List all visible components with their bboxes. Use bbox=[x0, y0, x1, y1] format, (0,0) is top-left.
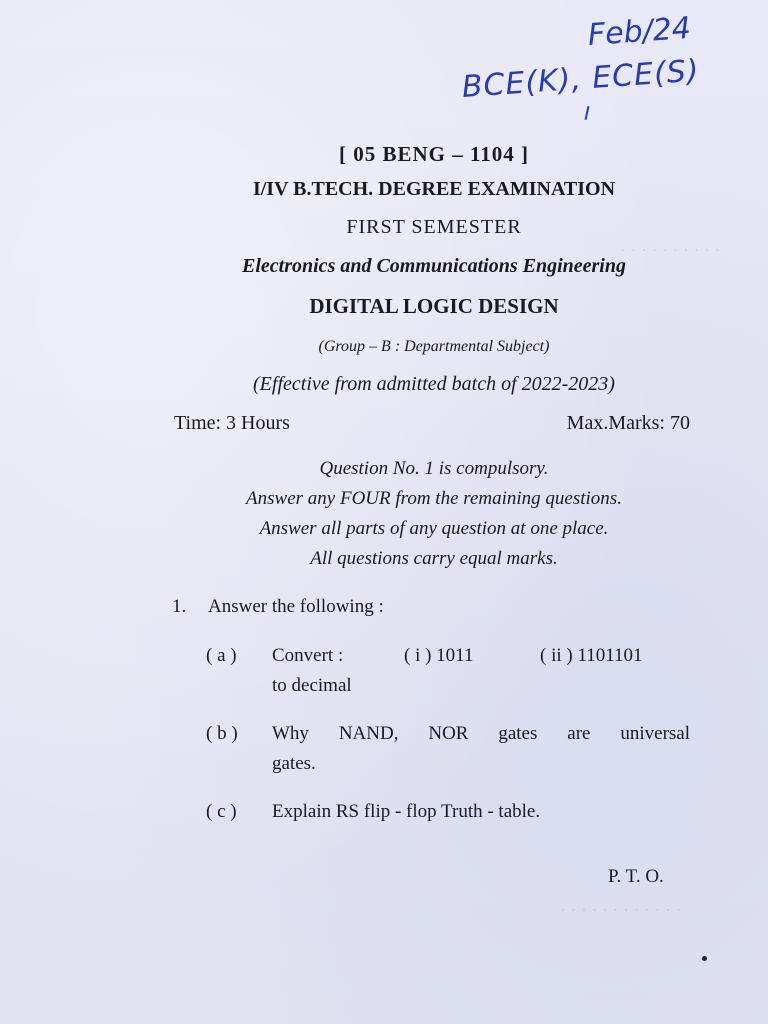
part-b-text-line2: gates. bbox=[272, 753, 316, 774]
max-marks: Max.Marks: 70 bbox=[566, 412, 690, 434]
semester: FIRST SEMESTER bbox=[346, 216, 522, 238]
instruction: All questions carry equal marks. bbox=[310, 548, 558, 569]
effective-note: (Effective from admitted batch of 2022-2023) bbox=[253, 373, 615, 395]
part-label-a: ( a ) bbox=[206, 645, 237, 666]
handwritten-branch-note: BCE(K), ECE(S) bbox=[460, 53, 701, 105]
branch-name: Electronics and Communications Engineering bbox=[242, 255, 626, 277]
paper-code: [ 05 BENG – 1104 ] bbox=[338, 142, 530, 166]
ink-dot bbox=[702, 956, 707, 961]
part-a-text: Convert : bbox=[272, 645, 344, 666]
part-a-text-line2: to decimal bbox=[272, 675, 352, 696]
part-label-b: ( b ) bbox=[206, 723, 238, 744]
bleed-through-text: · · · · · · · · · · · · bbox=[560, 900, 682, 920]
part-b-text: Why NAND, NOR gates are universal bbox=[272, 723, 690, 744]
part-a-item-i: ( i ) 1011 bbox=[404, 645, 474, 666]
handwritten-date: Feb/24 bbox=[586, 10, 693, 53]
bleed-through-text: · · · · · · · · · · bbox=[620, 240, 721, 260]
please-turn-over: P. T. O. bbox=[608, 866, 664, 887]
question-number: 1. bbox=[172, 596, 187, 617]
instruction: Answer any FOUR from the remaining questions. bbox=[246, 488, 622, 509]
question-text: Answer the following : bbox=[208, 596, 384, 617]
instruction: Answer all parts of any question at one place. bbox=[259, 518, 609, 539]
exam-title: I/IV B.TECH. DEGREE EXAMINATION bbox=[252, 178, 616, 200]
exam-time: Time: 3 Hours bbox=[174, 412, 290, 434]
subject-title: DIGITAL LOGIC DESIGN bbox=[309, 294, 559, 318]
part-a-item-ii: ( ii ) 1101101 bbox=[540, 645, 643, 666]
group-note: (Group – B : Departmental Subject) bbox=[318, 338, 550, 355]
instruction: Question No. 1 is compulsory. bbox=[319, 458, 549, 479]
part-label-c: ( c ) bbox=[206, 801, 237, 822]
handwritten-tick bbox=[585, 106, 590, 120]
part-c-text: Explain RS flip - flop Truth - table. bbox=[272, 801, 541, 822]
